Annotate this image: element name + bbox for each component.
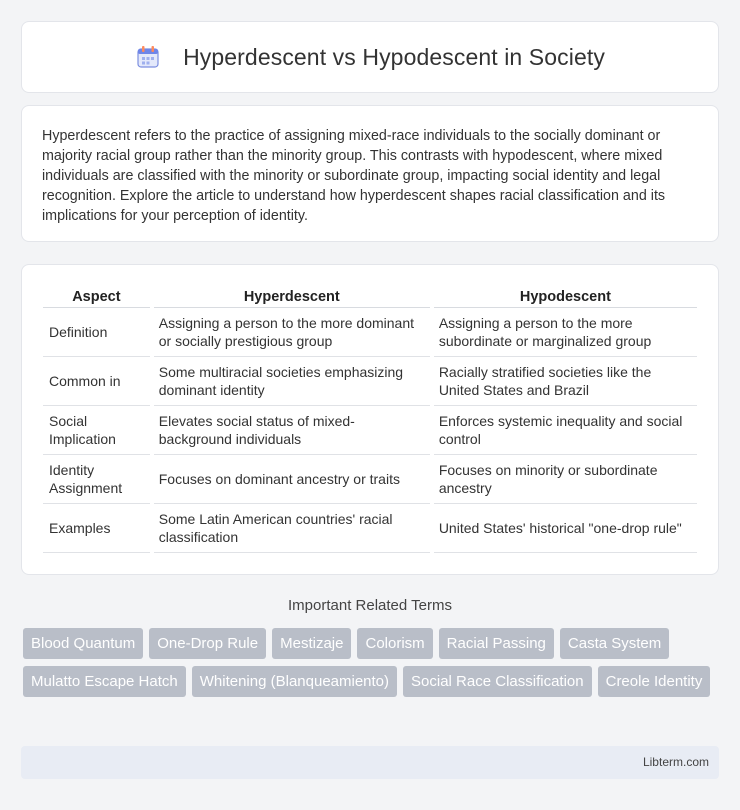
calendar-icon [135, 44, 161, 70]
intro-card [21, 105, 719, 242]
cell-aspect: Definition [43, 308, 150, 357]
comparison-table-card [21, 264, 719, 575]
table-row [43, 357, 697, 406]
table-row [43, 308, 697, 357]
term-tag[interactable]: Creole Identity [598, 666, 711, 697]
cell-aspect: Social Implication [43, 406, 150, 455]
comparison-table [39, 287, 701, 553]
cell-hypodescent: Racially stratified societies like the United States and Brazil [434, 357, 697, 406]
cell-hypodescent: Enforces systemic inequality and social control [434, 406, 697, 455]
page-title: Hyperdescent vs Hypodescent in Society [183, 43, 605, 70]
term-tag[interactable]: One-Drop Rule [149, 628, 266, 659]
header-hyperdescent: Hyperdescent [154, 287, 430, 308]
related-terms-title: Important Related Terms [288, 597, 452, 614]
footer [21, 746, 719, 779]
cell-hypodescent: Assigning a person to the more subordinate or marginalized group [434, 308, 697, 357]
cell-aspect: Examples [43, 504, 150, 553]
header-aspect: Aspect [43, 287, 150, 308]
term-tag[interactable]: Blood Quantum [23, 628, 143, 659]
table-row [43, 504, 697, 553]
cell-hyperdescent: Assigning a person to the more dominant or socially prestigious group [154, 308, 430, 357]
table-header-row [43, 287, 697, 308]
cell-hypodescent: United States' historical "one-drop rule" [434, 504, 697, 553]
table-row [43, 455, 697, 504]
term-tag[interactable]: Casta System [560, 628, 669, 659]
cell-aspect: Identity Assignment [43, 455, 150, 504]
intro-text: Hyperdescent refers to the practice of assigning mixed-race individuals to the socially dominant or majority racial group rather than the minority group. This contrasts with hypodescent, where mixed individuals are classified with the minority or subordinate group, impacting social identity and legal recognition. Explore the article to understand how hyperdescent shapes racial classification and its implications for your perception of identity. [42, 128, 666, 224]
header-card [21, 21, 719, 93]
cell-hyperdescent: Some multiracial societies emphasizing dominant identity [154, 357, 430, 406]
header-hypodescent: Hypodescent [434, 287, 697, 308]
term-tag[interactable]: Mestizaje [272, 628, 351, 659]
cell-aspect: Common in [43, 357, 150, 406]
footer-site-link[interactable]: Libterm.com [642, 755, 709, 769]
cell-hyperdescent: Elevates social status of mixed-background individuals [154, 406, 430, 455]
cell-hyperdescent: Some Latin American countries' racial classification [154, 504, 430, 553]
cell-hyperdescent: Focuses on dominant ancestry or traits [154, 455, 430, 504]
term-tag[interactable]: Colorism [357, 628, 432, 659]
term-tag[interactable]: Mulatto Escape Hatch [23, 666, 186, 697]
table-row [43, 406, 697, 455]
term-tag[interactable]: Social Race Classification [403, 666, 592, 697]
term-tag[interactable]: Racial Passing [439, 628, 554, 659]
related-terms-list [23, 628, 723, 697]
cell-hypodescent: Focuses on minority or subordinate ancestry [434, 455, 697, 504]
term-tag[interactable]: Whitening (Blanqueamiento) [192, 666, 397, 697]
